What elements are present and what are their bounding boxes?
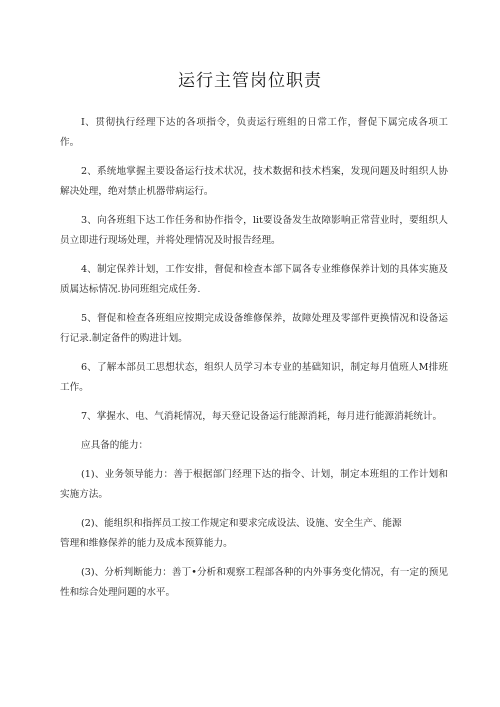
paragraph-ability-2-line-2: 管理和维修保养的能力及成本预算能力。 — [60, 538, 233, 549]
paragraph-ability-1: (1)、业务领导能力：善于根据部门经理下达的指令、计划，制定本班组的工作计划和实施方法。 — [60, 469, 448, 500]
paragraph-duty-5: 5、督促和检查各班组应按期完成设备维修保养，故障处理及零部件更换情况和设备运行记录.制定备件的购进计划。 — [60, 313, 448, 344]
paragraph-ability-2-line-1: (2)、能组织和指挥员工按工作规定和要求完成设法、设施、安全生产、能源 — [81, 518, 402, 529]
paragraph-duty-4: 4、制定保养计划，工作安排，督促和检查本部下属各专业维修保养计划的具体实施及质属达标情况.协同班组完成任务. — [60, 264, 448, 295]
paragraph-ability-3: (3)、分析判断能力：善丁•分析和观察工程部各种的内外事务变化情况，有一定的预见性和综合处理问题的水平。 — [60, 567, 448, 598]
paragraph-duty-1: I、贯彻执行经理下达的各项指令，负责运行班组的日常工作，督促下属完成各项工作。 — [60, 117, 448, 148]
paragraph-abilities-heading: 应具备的能力： — [81, 440, 149, 451]
paragraph-duty-6: 6、了解本部员工思想状态，组织人员学习本专业的基础知识，制定每月值班人M排班工作。 — [60, 362, 448, 393]
page-title: 运行主管岗位职责 — [178, 71, 322, 91]
paragraph-duty-3: 3、向各班组下达工作任务和协作指令，lit要设备发生故障影响正常营业时，要组织人员立即进行现场处理，并将处理情况及时报告经理。 — [60, 215, 448, 246]
paragraph-duty-2: 2、系统地掌握主要设备运行技术状况，技术数据和技术档案，发现问题及时组织人协解决处理，绝对禁止机器带病运行。 — [60, 166, 448, 197]
paragraph-duty-7: 7、掌握水、电、气消耗情况，每天登记设备运行能源消耗，每月进行能源消耗统计。 — [81, 411, 443, 422]
document-body — [60, 113, 448, 612]
